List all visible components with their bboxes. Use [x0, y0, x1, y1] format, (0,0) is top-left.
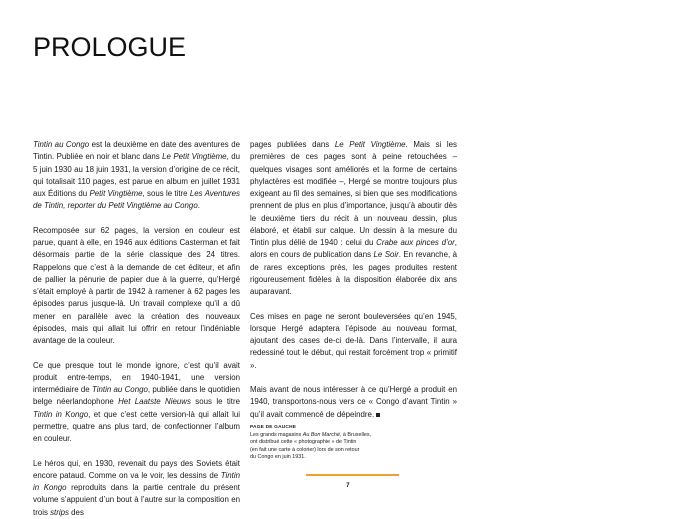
italic-text: Tintin in Kongo	[33, 409, 89, 419]
paragraph-text: Mais avant de nous intéresser à ce qu’Hergé a produit en 1940, transportons-nous vers ce « Congo d’avant Tintin » qu’il avait commencé de dépeindre.	[250, 385, 457, 419]
caption-line: ont distribué cette « photographie » de Tintin	[250, 439, 357, 446]
italic-text: Petit Vingtième	[89, 189, 143, 198]
left-text-column	[33, 139, 240, 519]
paragraph: pages publiées dans Le Petit Vingtième. Mais si les premières de ces pages sont à peine retouchées – quelques visages sont améliorés et la forme de certains phylactères est modifiée –, Hergé se montre toujours plus exigeant au fil des semaines, si bien que ses modifications prennent de plus en plus d’importance, jusqu’à aboutir dès le deuxième tiers du récit à un nouveau dessin, plus élaboré, et établi sur calque. Un dessin à la mesure du Tintin plus délié de 1940 : celui du Crabe aux pinces d’or, alors en cours de publication dans Le Soir. En revanche, à de rares exceptions près, les pages produites restent rigoureusement fidèles à la disposition élaborée dix ans auparavant.	[250, 140, 457, 296]
caption-line: du Congo en juin 1931.	[250, 453, 306, 460]
italic-text: Le Soir	[373, 250, 399, 260]
end-of-text-mark	[376, 413, 380, 417]
footer-rule	[306, 474, 399, 476]
caption-title: PAGE DE GAUCHE	[250, 425, 297, 430]
italic-text: Le Petit Vingtième	[162, 152, 227, 162]
italic-text: strips	[50, 507, 69, 517]
italic-text: Le Petit Vingtième	[334, 140, 406, 149]
italic-text: Crabe aux pinces d’or	[376, 238, 455, 247]
right-text-column	[250, 139, 457, 421]
italic-text: Het Laatste Nieuws	[118, 397, 191, 407]
italic-text: Tintin au Congo	[92, 385, 148, 394]
paragraph: Tintin au Congo est la deuxième en date des aventures de Tintin. Publiée en noir et blanc dans Le Petit Vingtième, du 5 juin 1930 au 18 juin 1931, la version d’origine de ce récit, qui totalisait 110 pages, est parue en album en juillet 1931 aux Éditions du Petit Vingtième, sous le titre Les Aventures de Tintin, reporter du Petit Vingtième au Congo.	[33, 140, 240, 211]
caption-line: Les grands magasins Au Bon Marché, à Bruxelles,	[250, 432, 372, 439]
page-title: PROLOGUE	[33, 32, 187, 62]
italic-text: Tintin au Congo	[33, 140, 90, 149]
paragraph: Ces mises en page ne seront bouleversées qu’en 1945, lorsque Hergé adaptera l’épisode au nouveau format, ajoutant des cases de-ci de-là. Dans l’intervalle, il aura redessiné tout le début, qui restait forcément trop « primitif ».	[250, 311, 457, 370]
caption-line: (en fait une carte à colorier) lors de son retour	[250, 446, 360, 453]
italic-text: Les Aventures de Tintin, reporter du Petit Vingtième au Congo	[33, 189, 240, 211]
paragraph: Le héros qui, en 1930, revenait du pays des Soviets était encore pataud. Comme on va le voir, les dessins de Tintin in Kongo reproduits dans la partie centrale du présent volume s’appuient d’un bout à l’autre sur la composition en trois strips des	[33, 458, 240, 517]
paragraph	[250, 384, 457, 421]
paragraph: Ce que presque tout le monde ignore, c’est qu’il avait produit entre-temps, en 1940-1941, une version intermédiaire de Tintin au Congo, publiée dans le quotidien belge néerlandophone Het Laatste Nieuws sous le titre Tintin in Kongo, et que c’est cette version-là qui allait lui permettre, quatre ans plus tard, de confectionner l’album en couleur.	[33, 360, 241, 443]
paragraph: Recomposée sur 62 pages, la version en couleur est parue, quant à elle, en 1946 aux éditions Casterman et fait désormais partie de la série classique des 24 titres. Rappelons que c’est à la demande de cet éditeur, et afin de pallier la pénurie de papier due à la guerre, qu’Hergé s’était employé à partir de 1942 à ramener à 62 pages les épisodes parus jusque-là. Un travail complexe qu’il a dû mener en parallèle avec la création des nouveaux épisodes, mais qui allait lui offrir en retour l’indéniable avantage de la couleur.	[33, 225, 240, 345]
page-number: 7	[346, 482, 350, 489]
italic-text: Au Bon Marché	[302, 432, 340, 439]
image-caption	[250, 424, 390, 461]
italic-text: Tintin in Kongo	[33, 470, 240, 492]
